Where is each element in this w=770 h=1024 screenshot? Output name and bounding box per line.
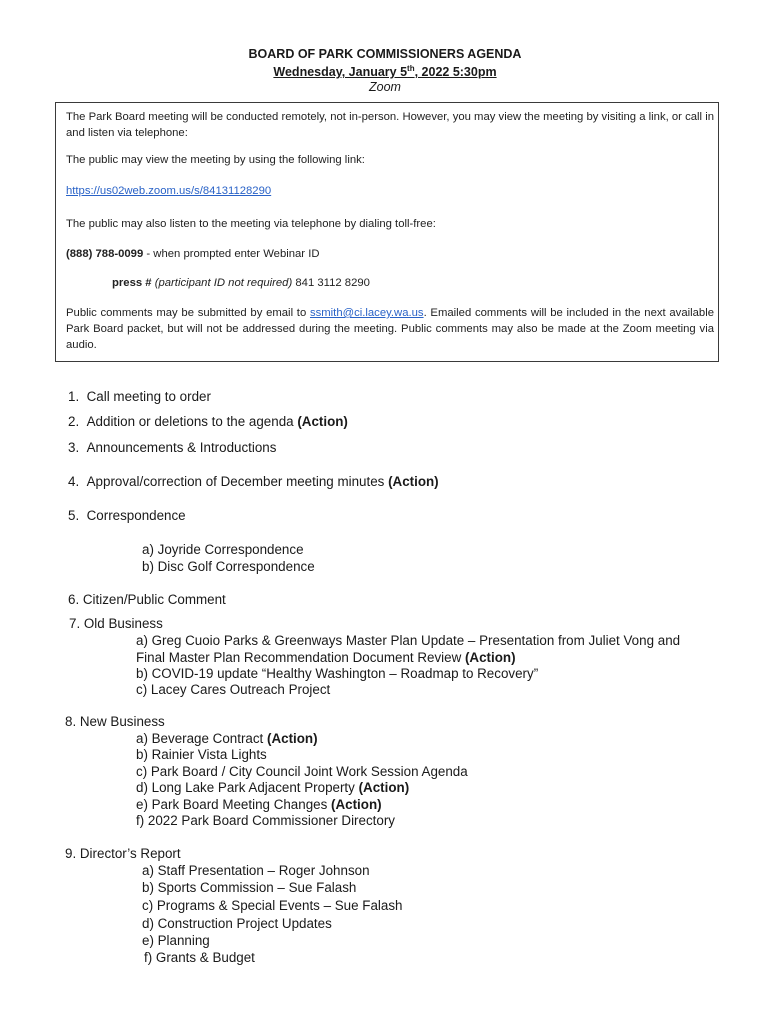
agenda-subitem-9d: d) Construction Project Updates (142, 916, 332, 931)
agenda-item-6: 6. Citizen/Public Comment (68, 592, 226, 607)
item-number: 5. (68, 508, 80, 523)
phone-number: (888) 788-0099 (66, 248, 144, 260)
comment-intro: Public comments may be submitted by email to (66, 307, 310, 319)
press-key: press # (112, 277, 152, 289)
date-suffix: th (407, 64, 415, 73)
agenda-subitem-9c: c) Programs & Special Events – Sue Falash (142, 898, 403, 913)
agenda-item-3 (68, 440, 276, 455)
notice-intro: The Park Board meeting will be conducted remotely, not in-person. However, you may view the meeting by visiting a link, or call in and listen via telephone: (66, 111, 714, 139)
action-tag: (Action) (331, 797, 382, 812)
agenda-subitem-9a: a) Staff Presentation – Roger Johnson (142, 863, 370, 878)
agenda-subitem-7c: c) Lacey Cares Outreach Project (136, 682, 331, 697)
webinar-id-line (112, 277, 370, 289)
item-number: 2. (68, 414, 80, 429)
item-label: Correspondence (86, 508, 186, 523)
item-number: 3. (68, 440, 80, 455)
agenda-subitem-8e (136, 797, 382, 812)
agenda-subitem-5b: b) Disc Golf Correspondence (142, 559, 315, 574)
action-tag: (Action) (464, 650, 516, 665)
zoom-link-line (66, 185, 271, 197)
zoom-link[interactable]: https://us02web.zoom.us/s/84131128290 (66, 185, 272, 197)
item-label: e) Park Board Meeting Changes (136, 797, 332, 812)
comment-details: . Emailed comments will be included in the next available Park Board packet, but will not be addressed during the meeting. Public comments may also be made at the Zoom meeting via audio. (66, 307, 714, 351)
agenda-subitem-9b: b) Sports Commission – Sue Falash (142, 880, 357, 895)
agenda-item-8: 8. New Business (65, 714, 165, 729)
action-tag: (Action) (267, 731, 318, 746)
agenda-item-5 (68, 508, 186, 523)
date-main: Wednesday, January 5 (273, 65, 408, 80)
agenda-subitem-7a-cont (136, 650, 516, 665)
participant-note: (participant ID not required) (154, 277, 293, 289)
item-number: 4. (68, 474, 80, 489)
agenda-subitem-5a: a) Joyride Correspondence (142, 542, 304, 557)
item-label: Call meeting to order (86, 389, 211, 404)
agenda-subitem-9f: f) Grants & Budget (144, 950, 255, 965)
notice-phone-intro: The public may also listen to the meeting via telephone by dialing toll-free: (66, 218, 436, 230)
agenda-subitem-7b: b) COVID-19 update “Healthy Washington – Roadmap to Recovery” (136, 666, 539, 681)
notice-link-intro: The public may view the meeting by using the following link: (66, 154, 365, 166)
agenda-item-4 (68, 474, 439, 489)
phone-instructions: - when prompted enter Webinar ID (143, 248, 320, 260)
agenda-item-2 (68, 414, 348, 429)
action-tag: (Action) (297, 414, 348, 429)
agenda-subitem-8c: c) Park Board / City Council Joint Work Session Agenda (136, 764, 468, 779)
phone-line (66, 248, 320, 260)
public-comment-notice (66, 305, 714, 353)
agenda-subitem-8f: f) 2022 Park Board Commissioner Directory (136, 813, 395, 828)
item-number: 1. (68, 389, 80, 404)
meeting-date (0, 64, 770, 79)
agenda-item-7: 7. Old Business (69, 616, 163, 631)
agenda-subitem-8b: b) Rainier Vista Lights (136, 747, 267, 762)
action-tag: (Action) (358, 780, 410, 795)
item-label: d) Long Lake Park Adjacent Property (136, 780, 359, 795)
item-label: Final Master Plan Recommendation Document Review (136, 650, 465, 665)
agenda-item-9: 9. Director’s Report (65, 846, 181, 861)
email-link[interactable]: ssmith@ci.lacey.wa.us (309, 307, 424, 319)
webinar-id: 841 3112 8290 (292, 277, 370, 289)
agenda-title: BOARD OF PARK COMMISSIONERS AGENDA (248, 47, 522, 61)
item-label: Approval/correction of December meeting minutes (86, 474, 389, 489)
item-label: Announcements & Introductions (86, 440, 277, 455)
date-time: , 2022 5:30pm (414, 65, 497, 80)
agenda-subitem-9e: e) Planning (142, 933, 210, 948)
agenda-item-1 (68, 389, 211, 404)
agenda-subitem-8a (136, 731, 318, 746)
item-label: Addition or deletions to the agenda (86, 414, 298, 429)
agenda-subitem-8d (136, 780, 409, 795)
meeting-location: Zoom (369, 80, 401, 94)
action-tag: (Action) (388, 474, 439, 489)
agenda-subitem-7a: a) Greg Cuoio Parks & Greenways Master Plan Update – Presentation from Juliet Vong and (136, 633, 681, 648)
item-label: a) Beverage Contract (136, 731, 267, 746)
